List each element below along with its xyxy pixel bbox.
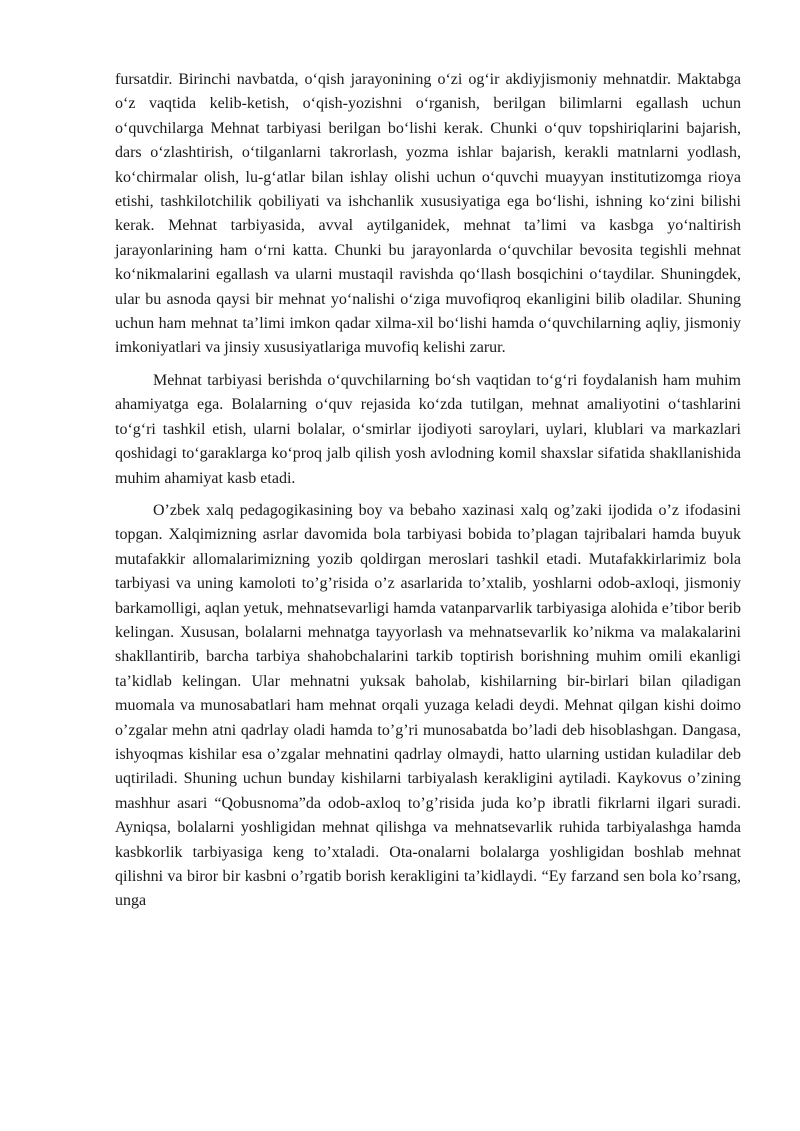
body-paragraph: O’zbek xalq pedagogikasining boy va bebaho xazinasi xalq og’zaki ijodida o’z ifodasini topgan. Xalqimizning asrlar davomida bola tarbiyasi bobida to’plagan tajribalari hamda buyuk mutafakkir allomalarimizning yozib qoldirgan meroslari tashkil etadi. Mutafakkirlarimiz bola tarbiyasi va uning kamoloti to’g’risida o’z asarlarida to’xtalib, yoshlarni odob-axloqi, jismoniy barkamolligi, aqlan yetuk, mehnatsevarligi hamda vatanparvarlik tarbiyasiga alohida e’tibor berib kelingan. Xususan, bolalarni mehnatga tayyorlash va mehnatsevarlik ko’nikma va malakalarini shakllantirib, barcha tarbiya shahobchalarini tarkib toptirish borishning muhim omili ekanligi ta’kidlab kelingan. Ular mehnatni yuksak baholab, kishilarning bir-birlari bilan qiladigan muomala va munosabatlari ham mehnat orqali yuzaga keladi deydi. Mehnat qilgan kishi doimo o’zgalar mehn atni qadrlay oladi hamda to’g’ri munosabatda bo’ladi deb hisoblashgan. Dangasa, ishyoqmas kishilar esa o’zgalar mehnatini qadrlay olmaydi, hatto ularning ustidan kuladilar deb uqtiriladi. Shuning uchun bunday kishilarni tarbiyalash kerakligini aytiladi. Kaykovus o’zining mashhur asari “Qobusnoma”da odob-axloq to’g’risida juda ko’p ibratli fikrlarni ilgari suradi. Ayniqsa, bolalarni yoshligidan mehnat qilishga va mehnatsevarlik ruhida tarbiyalashga hamda kasbkorlik tarbiyasiga keng to’xtaladi. Ota-onalarni bolalarga yoshligidan boshlab mehnat qilishni va biror bir kasbni o’rgatib borish kerakligini ta’kidlaydi. “Ey farzand sen bola ko’rsang, unga (115, 501, 741, 910)
document-page (115, 68, 741, 914)
body-paragraph: Mehnat tarbiyasi berishda o‘quvchilarning bo‘sh vaqtidan to‘g‘ri foydalanish ham muhim ahamiyatga ega. Bolalarning o‘quv rejasida ko‘zda tutilgan, mehnat amaliyotini o‘tashlarini to‘g‘ri tashkil etish, ularni bolalar, o‘smirlar ijodiyoti saroylari, uylari, klublari va markazlari qoshidagi to‘garaklarga ko‘proq jalb qilish yosh avlodning komil shaxslar sifatida shakllanishida muhim ahamiyat kasb etadi. (115, 371, 741, 487)
body-paragraph: fursatdir. Birinchi navbatda, o‘qish jarayonining o‘zi og‘ir akdiyjismoniy mehnatdir. Maktabga o‘z vaqtida kelib-ketish, o‘qish-yozishni o‘rganish, berilgan bilimlarni egallash uchun o‘quvchilarga Mehnat tarbiyasi berilgan bo‘lishi kerak. Chunki o‘quv topshiriqlarini bajarish, dars o‘zlashtirish, o‘tilganlarni takrorlash, yozma ishlar bajarish, kerakli matnlarni yodlash, ko‘chirmalar olish, lu-g‘atlar bilan ishlay olishi uchun o‘quvchi muayyan institutizomga rioya etishi, tashkilotchilik qobiliyati va ishchanlik xususiyatiga ega bo‘lishi, ishning ko‘zini bilishi kerak. Mehnat tarbiyasida, avval aytilganidek, mehnat ta’limi va kasbga yo‘naltirish jarayonlarining ham o‘rni katta. Chunki bu jarayonlarda o‘quvchilar bevosita tegishli mehnat ko‘nikmalarini egallash va ularni mustaqil ravishda qo‘llash bosqichini o‘taydilar. Shuningdek, ular bu asnoda qaysi bir mehnat yo‘nalishi o‘ziga muvofiqroq ekanligini bilib oladilar. Shuning uchun ham mehnat ta’limi imkon qadar xilma-xil bo‘lishi hamda o‘quvchilarning aqliy, jismoniy imkoniyatlari va jinsiy xususiyatlariga muvofiq kelishi zarur. (115, 71, 741, 357)
